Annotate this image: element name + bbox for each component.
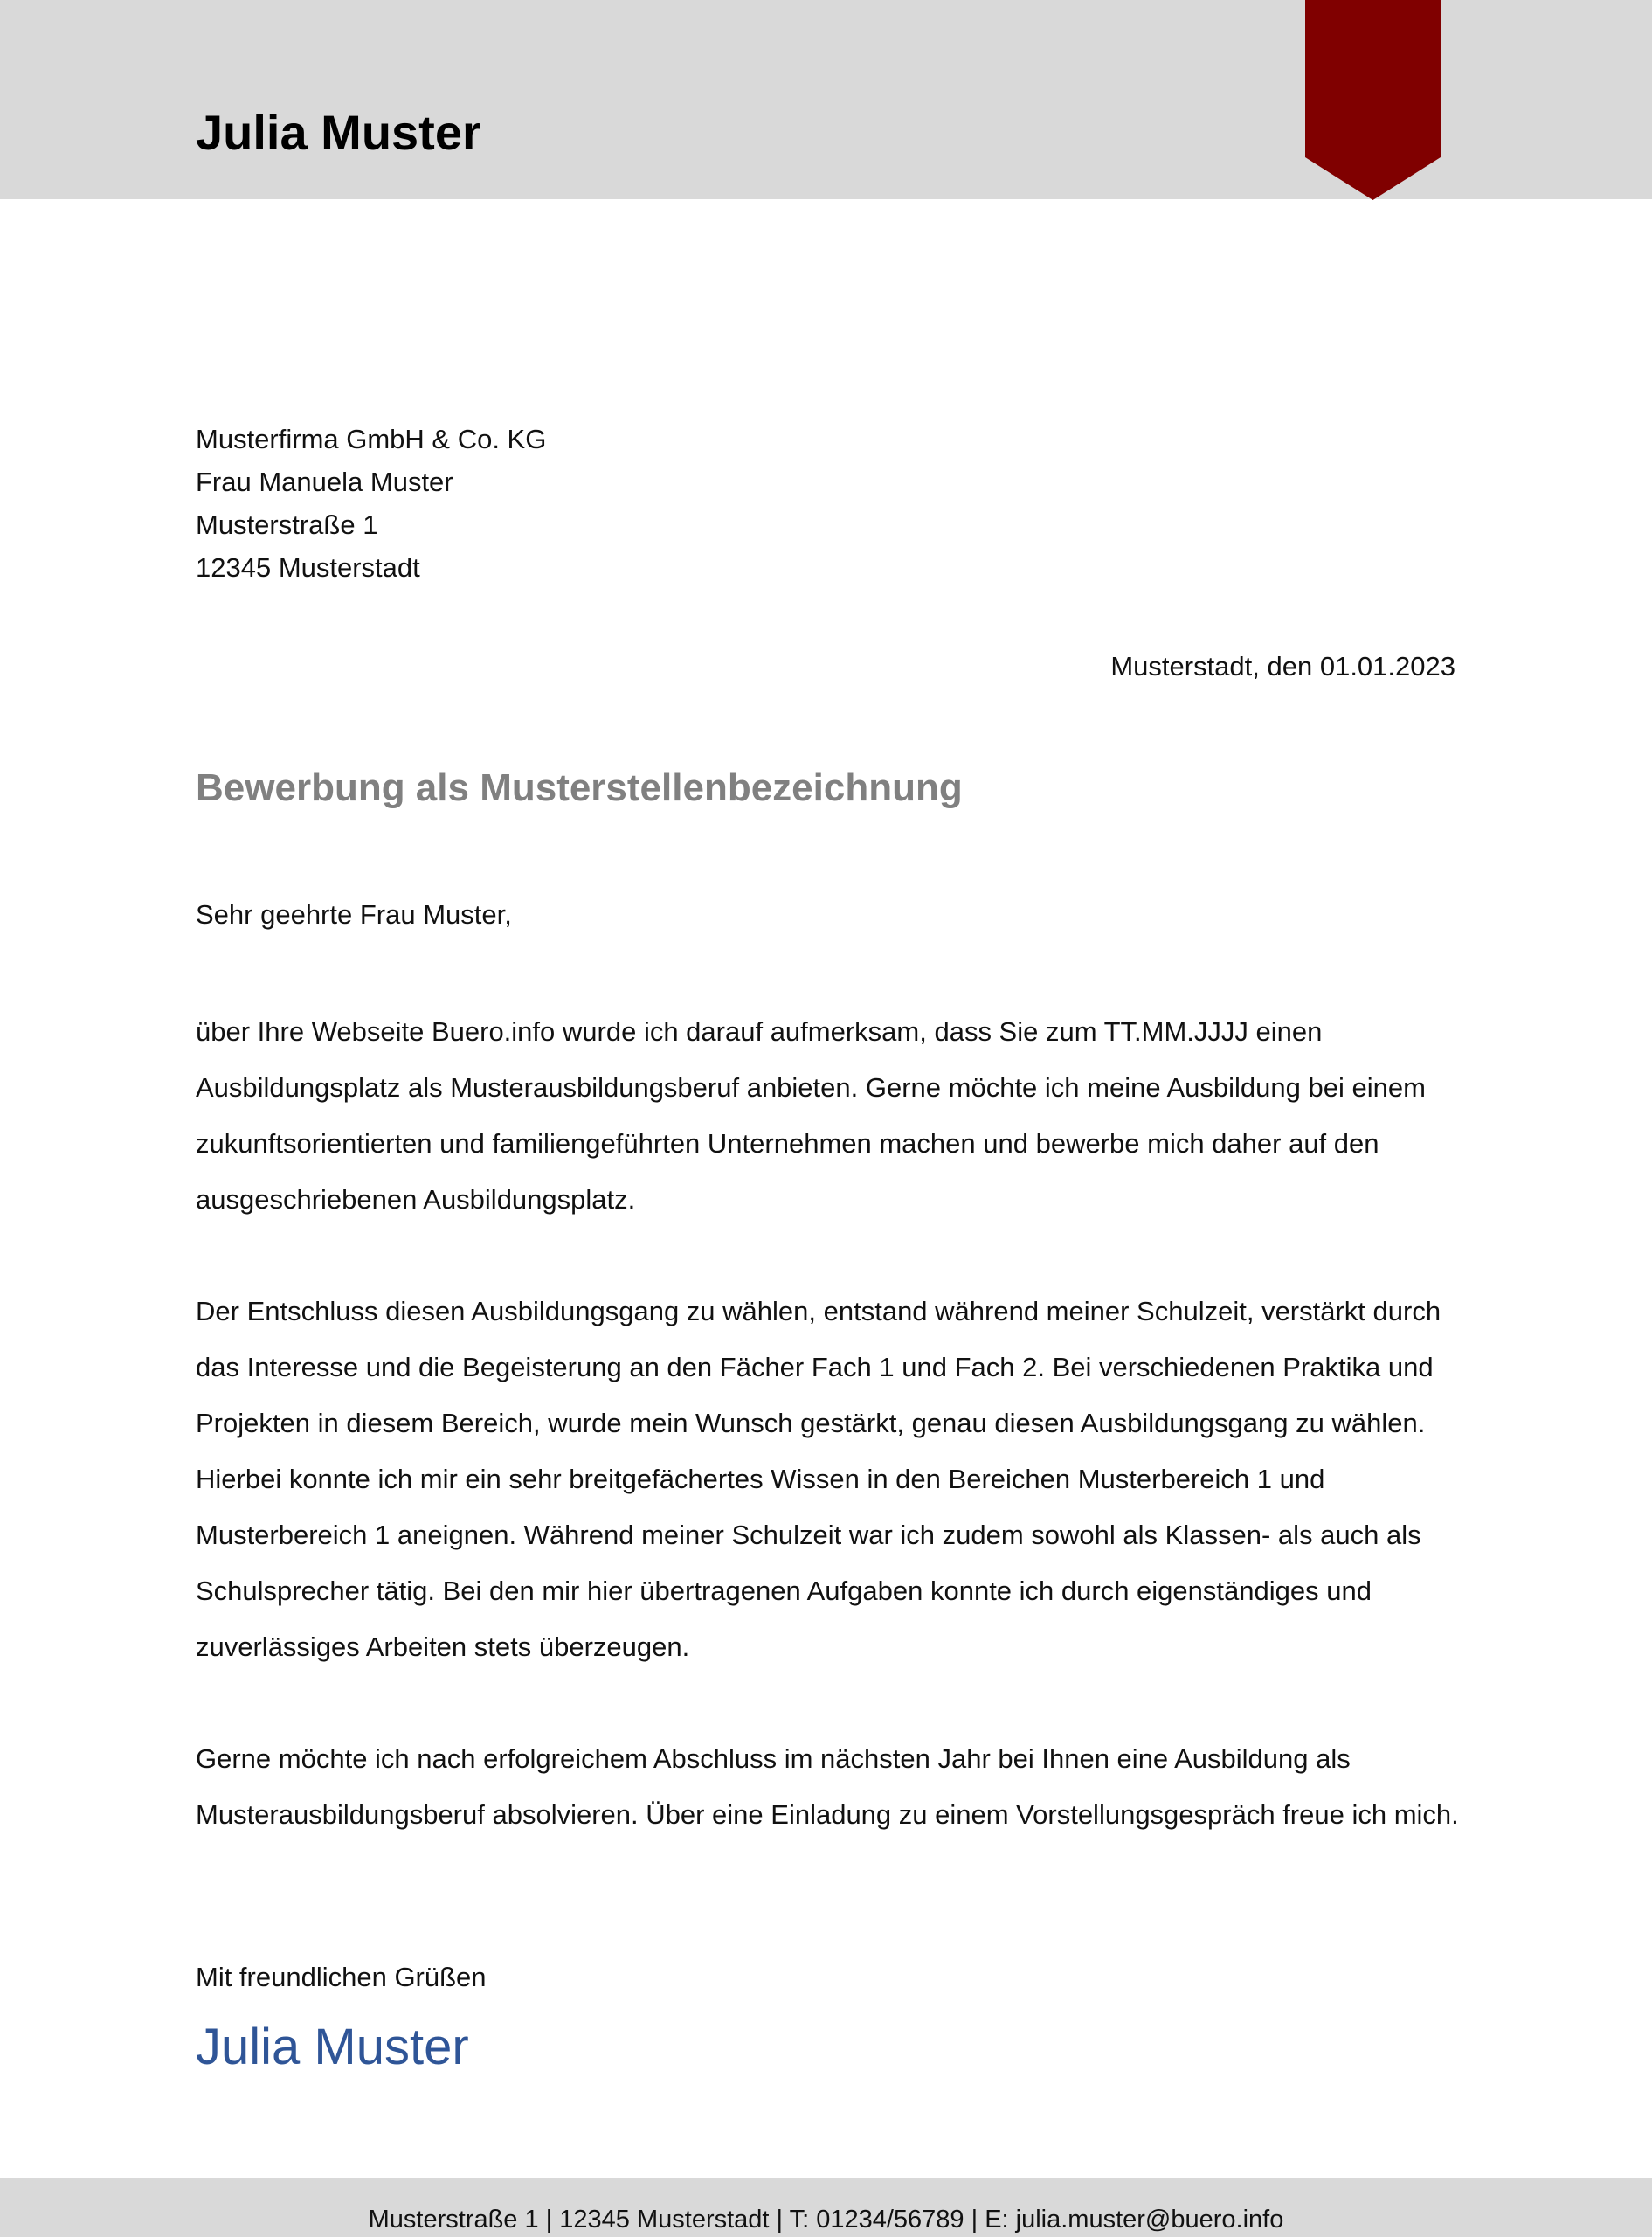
body-paragraph: Gerne möchte ich nach erfolgreichem Abschluss im nächsten Jahr bei Ihnen eine Ausbildung als Musterausbildungsberuf absolvieren. Über eine Einladung zu einem Vorstellungsgespräch freue ich mich. xyxy=(196,1743,1459,1830)
subject-heading: Bewerbung als Musterstellenbezeichnung xyxy=(196,766,963,809)
ribbon-shape xyxy=(1305,0,1441,200)
bookmark-ribbon xyxy=(1305,0,1441,200)
recipient-city: 12345 Musterstadt xyxy=(196,552,420,583)
recipient-company: Musterfirma GmbH & Co. KG xyxy=(196,424,547,454)
closing-phrase: Mit freundlichen Grüßen xyxy=(196,1962,487,1992)
recipient-address xyxy=(196,418,546,589)
letter-body xyxy=(196,1004,1462,1899)
recipient-street: Musterstraße 1 xyxy=(196,509,378,540)
date-line: Musterstadt, den 01.01.2023 xyxy=(1110,651,1455,682)
salutation: Sehr geehrte Frau Muster, xyxy=(196,899,512,930)
recipient-contact: Frau Manuela Muster xyxy=(196,467,453,497)
sender-name-heading: Julia Muster xyxy=(196,105,481,160)
signature: Julia Muster xyxy=(196,2019,469,2075)
body-paragraph: über Ihre Webseite Buero.info wurde ich darauf aufmerksam, dass Sie zum TT.MM.JJJJ einen Ausbildungsplatz als Musterausbildungsberuf anbieten. Gerne möchte ich meine Ausbildung bei einem zukunftsorientierten und familiengeführten Unternehmen machen und bewerbe mich daher auf den ausgeschriebenen Ausbildungsplatz. xyxy=(196,1016,1426,1215)
body-paragraph: Der Entschluss diesen Ausbildungsgang zu wählen, entstand während meiner Schulzeit, verstärkt durch das Interesse und die Begeisterung an den Fächer Fach 1 und Fach 2. Bei verschiedenen Praktika und Projekten in diesem Bereich, wurde mein Wunsch gestärkt, genau diesen Ausbildungsgang zu wählen. Hierbei konnte ich mir ein sehr breitgefächertes Wissen in den Bereichen Musterbereich 1 und Musterbereich 1 aneignen. Während meiner Schulzeit war ich zudem sowohl als Klassen- als auch als Schulsprecher tätig. Bei den mir hier übertragenen Aufgaben konnte ich durch eigenständiges und zuverlässiges Arbeiten stets überzeugen. xyxy=(196,1296,1441,1662)
footer-contact-line: Musterstraße 1 | 12345 Musterstadt | T: 01234/56789 | E: julia.muster@buero.info xyxy=(368,2206,1284,2234)
